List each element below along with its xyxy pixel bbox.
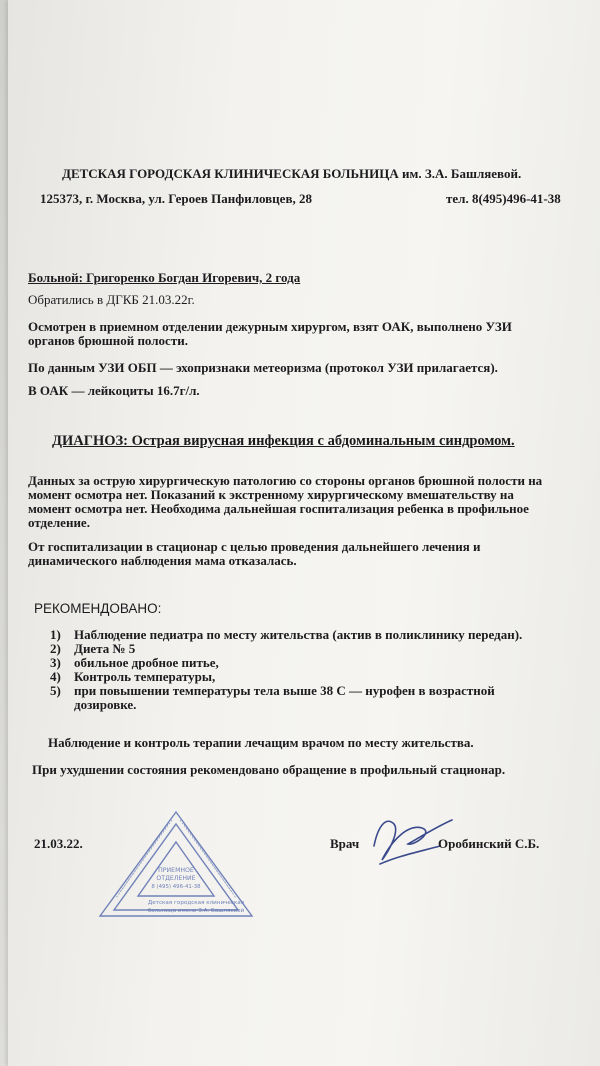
hospital-name: ДЕТСКАЯ ГОРОДСКАЯ КЛИНИЧЕСКАЯ БОЛЬНИЦА им. З.А. Башляевой.: [62, 166, 522, 181]
stamp-inner-line: 8 (495) 496-41-38: [151, 884, 201, 890]
exam-line: Осмотрен в приемном отделении дежурным хирургом, взят ОАК, выполнено УЗИ: [28, 319, 512, 334]
ultrasound-line: По данным УЗИ ОБП — эхопризнаки метеоризма (протокол УЗИ прилагается).: [28, 360, 498, 375]
list-item-number: 2): [50, 641, 61, 656]
list-item-text: Наблюдение педиатра по месту жительства (актив в поликлинику передан).: [74, 627, 523, 642]
findings-paragraph: [28, 474, 542, 530]
worsening-line: При ухудшении состояния рекомендовано обращение в профильный стационар.: [32, 762, 506, 777]
findings-line: момент осмотра нет. Показаний к экстренному хирургическому вмешательству на: [28, 487, 514, 502]
exam-paragraph: [28, 320, 512, 348]
document-date: 21.03.22.: [34, 836, 83, 851]
list-item: [50, 670, 570, 684]
diagnosis-text: Острая вирусная инфекция с абдоминальным синдромом.: [128, 433, 515, 449]
hospital-address: 125373, г. Москва, ул. Героев Панфиловцев, 28: [40, 191, 312, 206]
findings-line: Данных за острую хирургическую патологию со стороны органов брюшной полости на: [28, 473, 543, 488]
doctor-name: Оробинский С.Б.: [438, 836, 540, 851]
exam-line: органов брюшной полости.: [28, 333, 188, 348]
refusal-line: динамического наблюдения мама отказалась.: [28, 553, 297, 568]
recommended-heading: РЕКОМЕНДОВАНО:: [34, 601, 162, 616]
list-item-number: 3): [50, 655, 61, 670]
refusal-line: От госпитализации в стационар с целью проведения дальнейшего лечения и: [28, 539, 481, 554]
diagnosis-label: ДИАГНОЗ:: [52, 433, 128, 449]
stamp-inner-line: ОТДЕЛЕНИЕ: [156, 875, 196, 882]
findings-line: отделение.: [28, 515, 90, 530]
list-item-number: 1): [50, 627, 61, 642]
followup-line: Наблюдение и контроль терапии лечащим врачом по месту жительства.: [48, 735, 474, 750]
list-item: [50, 656, 570, 670]
blood-test-line: В ОАК — лейкоциты 16.7г/л.: [28, 383, 200, 398]
list-item-text: обильное дробное питье,: [74, 655, 219, 670]
list-item-text: Контроль температуры,: [74, 669, 216, 684]
findings-line: момент осмотра нет. Необходима дальнейшая госпитализация ребенка в профильное: [28, 501, 529, 516]
hospital-stamp: [96, 808, 256, 920]
document-sheet: [8, 0, 600, 1066]
list-item-number: 4): [50, 669, 61, 684]
visit-line: Обратились в ДГКБ 21.03.22г.: [28, 292, 195, 307]
hospital-phone: тел. 8(495)496-41-38: [446, 191, 561, 206]
list-item-number: 5): [50, 683, 61, 698]
recommendations-list: [50, 628, 570, 712]
diagnosis-line: [52, 433, 515, 449]
stamp-inner-line: ПРИЕМНОЕ: [158, 867, 194, 874]
list-item-text: Диета № 5: [74, 641, 136, 656]
list-item: [50, 684, 570, 712]
refusal-paragraph: [28, 540, 481, 568]
stamp-bottom-line: больница имени З.А. Башляевой: [147, 908, 245, 914]
list-item: [50, 628, 570, 642]
list-item: [50, 642, 570, 656]
stamp-bottom-line: Детская городская клиническая: [147, 900, 245, 906]
list-item-text: при повышении температуры тела выше 38 С — нурофен в возрастной: [74, 683, 495, 698]
patient-line: Больной: Григоренко Богдан Игоревич, 2 года: [28, 270, 301, 285]
doctor-label: Врач: [330, 836, 360, 851]
list-item-text: дозировке.: [74, 697, 137, 712]
